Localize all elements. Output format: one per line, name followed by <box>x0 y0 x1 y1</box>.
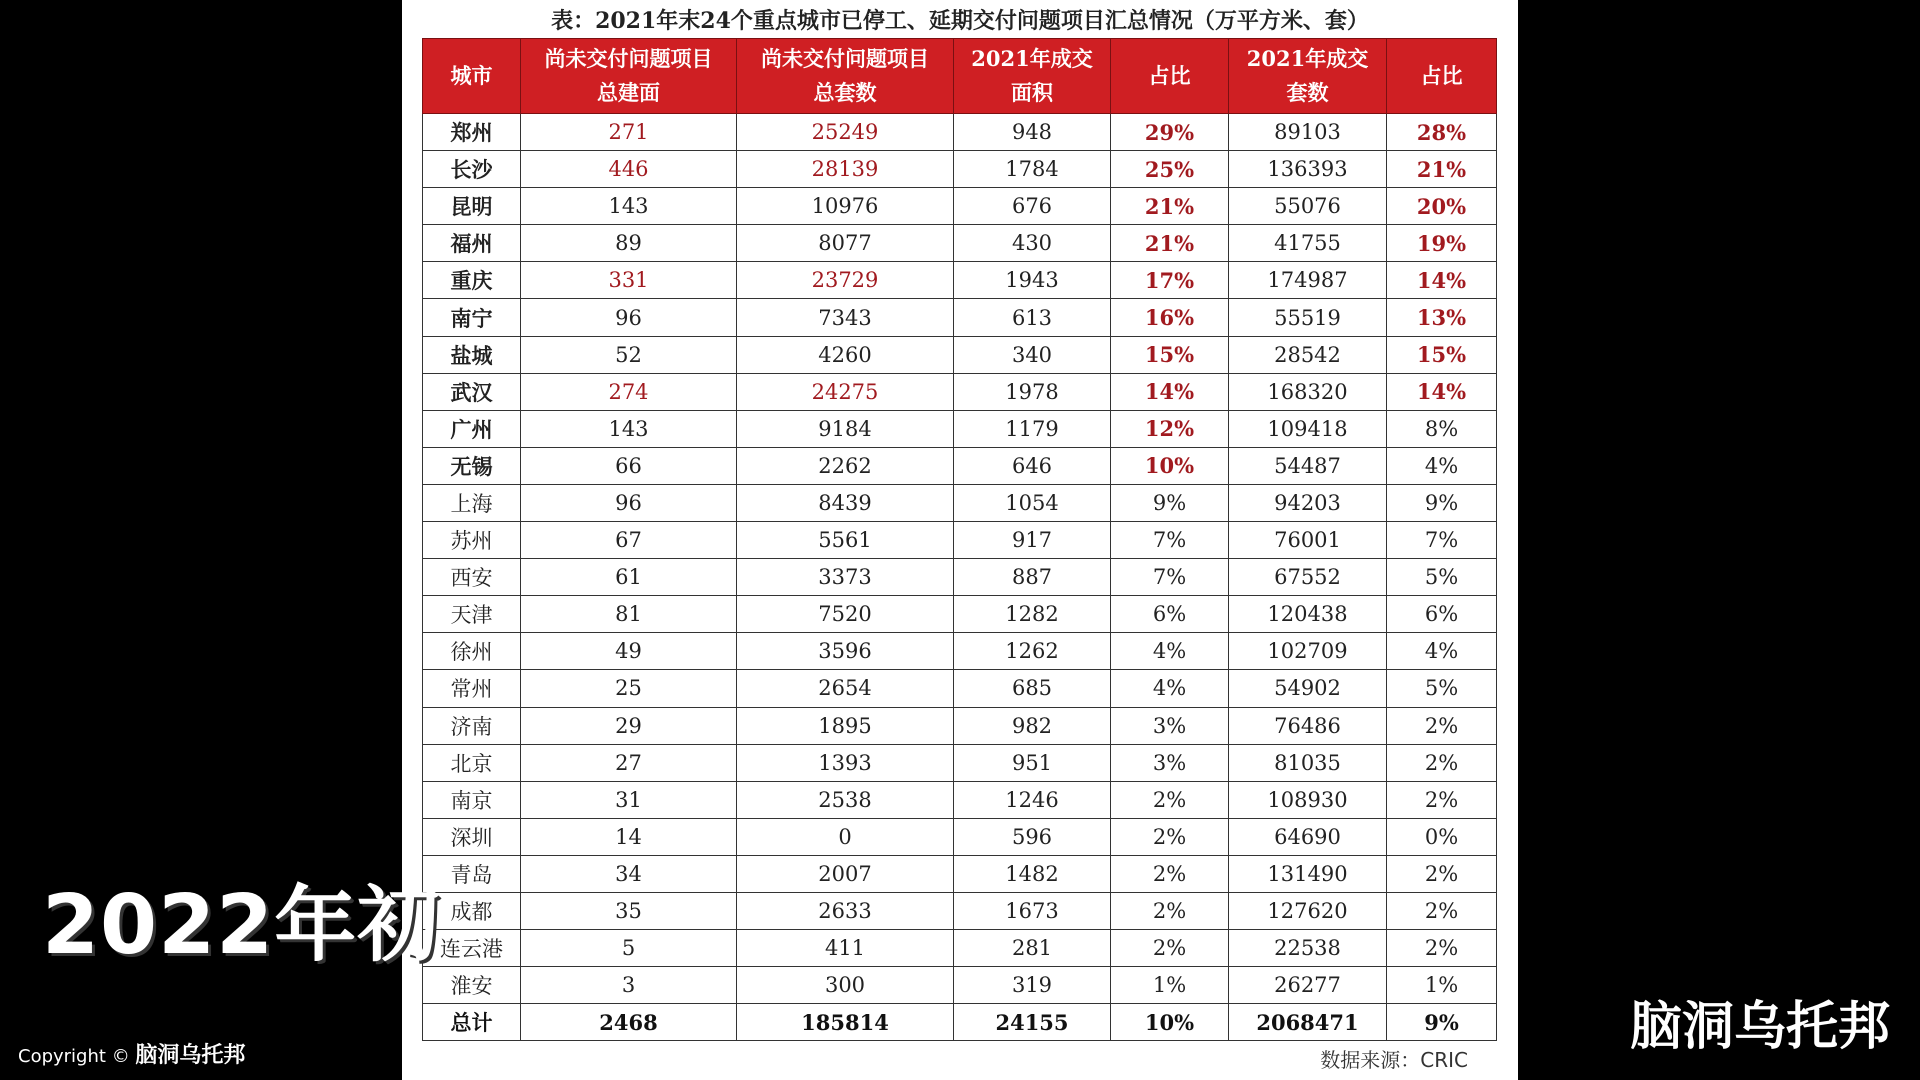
value-cell: 29 <box>521 707 737 744</box>
value-cell: 52 <box>521 336 737 373</box>
table-row <box>423 188 1497 225</box>
value-cell: 89103 <box>1229 114 1387 151</box>
value-cell: 15% <box>1387 336 1497 373</box>
value-cell: 96 <box>521 484 737 521</box>
value-cell: 5561 <box>737 522 954 559</box>
value-cell: 24155 <box>954 1004 1111 1041</box>
value-cell: 7343 <box>737 299 954 336</box>
overlay-year-caption: 2022年初 <box>42 878 441 973</box>
city-cell: 连云港 <box>423 930 521 967</box>
value-cell: 127620 <box>1229 892 1387 929</box>
value-cell: 1262 <box>954 633 1111 670</box>
value-cell: 25% <box>1111 151 1229 188</box>
table-row <box>423 596 1497 633</box>
value-cell: 2654 <box>737 670 954 707</box>
value-cell: 136393 <box>1229 151 1387 188</box>
value-cell: 55076 <box>1229 188 1387 225</box>
value-cell: 0 <box>737 818 954 855</box>
value-cell: 4260 <box>737 336 954 373</box>
document-page <box>402 0 1518 1080</box>
table-row <box>423 336 1497 373</box>
value-cell: 2% <box>1111 855 1229 892</box>
value-cell: 271 <box>521 114 737 151</box>
value-cell: 14% <box>1387 373 1497 410</box>
value-cell: 1054 <box>954 484 1111 521</box>
value-cell: 41755 <box>1229 225 1387 262</box>
value-cell: 274 <box>521 373 737 410</box>
value-cell: 13% <box>1387 299 1497 336</box>
value-cell: 7% <box>1111 522 1229 559</box>
value-cell: 2% <box>1387 707 1497 744</box>
value-cell: 54487 <box>1229 447 1387 484</box>
table-row <box>423 930 1497 967</box>
city-cell: 天津 <box>423 596 521 633</box>
table-row <box>423 299 1497 336</box>
copyright-label: Copyright <box>18 1046 106 1067</box>
table-row <box>423 633 1497 670</box>
table-row <box>423 484 1497 521</box>
value-cell: 2% <box>1111 818 1229 855</box>
city-cell: 郑州 <box>423 114 521 151</box>
value-cell: 21% <box>1111 225 1229 262</box>
value-cell: 102709 <box>1229 633 1387 670</box>
value-cell: 96 <box>521 299 737 336</box>
value-cell: 2% <box>1387 930 1497 967</box>
column-header: 城市 <box>423 39 521 114</box>
value-cell: 28% <box>1387 114 1497 151</box>
value-cell: 22538 <box>1229 930 1387 967</box>
value-cell: 1673 <box>954 892 1111 929</box>
table-row <box>423 707 1497 744</box>
value-cell: 7% <box>1387 522 1497 559</box>
value-cell: 120438 <box>1229 596 1387 633</box>
value-cell: 10% <box>1111 1004 1229 1041</box>
city-cell: 济南 <box>423 707 521 744</box>
city-cell: 北京 <box>423 744 521 781</box>
value-cell: 7520 <box>737 596 954 633</box>
value-cell: 4% <box>1387 633 1497 670</box>
value-cell: 2% <box>1387 781 1497 818</box>
value-cell: 64690 <box>1229 818 1387 855</box>
value-cell: 15% <box>1111 336 1229 373</box>
value-cell: 596 <box>954 818 1111 855</box>
city-cell: 深圳 <box>423 818 521 855</box>
value-cell: 917 <box>954 522 1111 559</box>
value-cell: 28542 <box>1229 336 1387 373</box>
city-cell: 青岛 <box>423 855 521 892</box>
value-cell: 9% <box>1387 484 1497 521</box>
data-table <box>422 38 1497 1041</box>
table-row <box>423 262 1497 299</box>
value-cell: 7% <box>1111 559 1229 596</box>
value-cell: 76001 <box>1229 522 1387 559</box>
value-cell: 300 <box>737 967 954 1004</box>
value-cell: 430 <box>954 225 1111 262</box>
value-cell: 109418 <box>1229 410 1387 447</box>
value-cell: 174987 <box>1229 262 1387 299</box>
value-cell: 20% <box>1387 188 1497 225</box>
value-cell: 9% <box>1111 484 1229 521</box>
table-row <box>423 373 1497 410</box>
value-cell: 0% <box>1387 818 1497 855</box>
table-row <box>423 559 1497 596</box>
value-cell: 2% <box>1111 781 1229 818</box>
value-cell: 446 <box>521 151 737 188</box>
city-cell: 无锡 <box>423 447 521 484</box>
table-row <box>423 151 1497 188</box>
value-cell: 27 <box>521 744 737 781</box>
copyright-notice <box>18 1038 245 1069</box>
value-cell: 21% <box>1111 188 1229 225</box>
table-row <box>423 114 1497 151</box>
table-row <box>423 522 1497 559</box>
value-cell: 81035 <box>1229 744 1387 781</box>
value-cell: 61 <box>521 559 737 596</box>
value-cell: 948 <box>954 114 1111 151</box>
value-cell: 14% <box>1387 262 1497 299</box>
city-cell: 总计 <box>423 1004 521 1041</box>
copyright-brand: 脑洞乌托邦 <box>135 1043 246 1068</box>
column-header: 2021年成交 套数 <box>1229 39 1387 114</box>
table-row <box>423 410 1497 447</box>
value-cell: 14% <box>1111 373 1229 410</box>
table-row <box>423 670 1497 707</box>
city-cell: 西安 <box>423 559 521 596</box>
value-cell: 4% <box>1111 633 1229 670</box>
value-cell: 54902 <box>1229 670 1387 707</box>
value-cell: 10% <box>1111 447 1229 484</box>
value-cell: 2633 <box>737 892 954 929</box>
table-container <box>422 38 1497 1041</box>
value-cell: 3 <box>521 967 737 1004</box>
value-cell: 143 <box>521 410 737 447</box>
value-cell: 14 <box>521 818 737 855</box>
value-cell: 2% <box>1387 855 1497 892</box>
value-cell: 76486 <box>1229 707 1387 744</box>
table-header <box>423 39 1497 114</box>
value-cell: 1% <box>1111 967 1229 1004</box>
value-cell: 2468 <box>521 1004 737 1041</box>
value-cell: 887 <box>954 559 1111 596</box>
value-cell: 1784 <box>954 151 1111 188</box>
value-cell: 1978 <box>954 373 1111 410</box>
value-cell: 21% <box>1387 151 1497 188</box>
value-cell: 25 <box>521 670 737 707</box>
value-cell: 8439 <box>737 484 954 521</box>
value-cell: 25249 <box>737 114 954 151</box>
value-cell: 9184 <box>737 410 954 447</box>
value-cell: 66 <box>521 447 737 484</box>
city-cell: 苏州 <box>423 522 521 559</box>
value-cell: 12% <box>1111 410 1229 447</box>
value-cell: 1895 <box>737 707 954 744</box>
value-cell: 23729 <box>737 262 954 299</box>
value-cell: 411 <box>737 930 954 967</box>
column-header: 尚未交付问题项目 总套数 <box>737 39 954 114</box>
value-cell: 168320 <box>1229 373 1387 410</box>
value-cell: 67552 <box>1229 559 1387 596</box>
value-cell: 67 <box>521 522 737 559</box>
value-cell: 26277 <box>1229 967 1387 1004</box>
value-cell: 55519 <box>1229 299 1387 336</box>
table-row <box>423 967 1497 1004</box>
city-cell: 南宁 <box>423 299 521 336</box>
value-cell: 5% <box>1387 670 1497 707</box>
value-cell: 3% <box>1111 707 1229 744</box>
value-cell: 1246 <box>954 781 1111 818</box>
value-cell: 1393 <box>737 744 954 781</box>
value-cell: 31 <box>521 781 737 818</box>
value-cell: 2% <box>1387 892 1497 929</box>
value-cell: 3373 <box>737 559 954 596</box>
table-row <box>423 818 1497 855</box>
value-cell: 94203 <box>1229 484 1387 521</box>
value-cell: 185814 <box>737 1004 954 1041</box>
column-header: 占比 <box>1387 39 1497 114</box>
city-cell: 广州 <box>423 410 521 447</box>
city-cell: 福州 <box>423 225 521 262</box>
value-cell: 685 <box>954 670 1111 707</box>
value-cell: 1943 <box>954 262 1111 299</box>
table-body <box>423 114 1497 1041</box>
value-cell: 676 <box>954 188 1111 225</box>
value-cell: 3% <box>1111 744 1229 781</box>
value-cell: 1179 <box>954 410 1111 447</box>
value-cell: 281 <box>954 930 1111 967</box>
value-cell: 2262 <box>737 447 954 484</box>
value-cell: 108930 <box>1229 781 1387 818</box>
city-cell: 武汉 <box>423 373 521 410</box>
value-cell: 9% <box>1387 1004 1497 1041</box>
value-cell: 34 <box>521 855 737 892</box>
city-cell: 盐城 <box>423 336 521 373</box>
value-cell: 19% <box>1387 225 1497 262</box>
value-cell: 6% <box>1387 596 1497 633</box>
value-cell: 8077 <box>737 225 954 262</box>
value-cell: 2007 <box>737 855 954 892</box>
table-row <box>423 892 1497 929</box>
value-cell: 28139 <box>737 151 954 188</box>
value-cell: 2068471 <box>1229 1004 1387 1041</box>
value-cell: 49 <box>521 633 737 670</box>
value-cell: 2% <box>1111 930 1229 967</box>
value-cell: 16% <box>1111 299 1229 336</box>
table-row <box>423 225 1497 262</box>
city-cell: 上海 <box>423 484 521 521</box>
value-cell: 81 <box>521 596 737 633</box>
city-cell: 长沙 <box>423 151 521 188</box>
column-header: 占比 <box>1111 39 1229 114</box>
value-cell: 17% <box>1111 262 1229 299</box>
value-cell: 951 <box>954 744 1111 781</box>
value-cell: 89 <box>521 225 737 262</box>
value-cell: 613 <box>954 299 1111 336</box>
copyright-icon: © <box>111 1046 130 1067</box>
value-cell: 10976 <box>737 188 954 225</box>
table-row <box>423 744 1497 781</box>
value-cell: 2% <box>1387 744 1497 781</box>
value-cell: 131490 <box>1229 855 1387 892</box>
value-cell: 1282 <box>954 596 1111 633</box>
value-cell: 319 <box>954 967 1111 1004</box>
column-header: 2021年成交 面积 <box>954 39 1111 114</box>
city-cell: 重庆 <box>423 262 521 299</box>
value-cell: 2% <box>1111 892 1229 929</box>
value-cell: 646 <box>954 447 1111 484</box>
table-row <box>423 447 1497 484</box>
city-cell: 淮安 <box>423 967 521 1004</box>
value-cell: 5% <box>1387 559 1497 596</box>
table-row <box>423 781 1497 818</box>
value-cell: 35 <box>521 892 737 929</box>
value-cell: 4% <box>1111 670 1229 707</box>
city-cell: 徐州 <box>423 633 521 670</box>
value-cell: 6% <box>1111 596 1229 633</box>
column-header: 尚未交付问题项目 总建面 <box>521 39 737 114</box>
value-cell: 24275 <box>737 373 954 410</box>
total-row <box>423 1004 1497 1041</box>
value-cell: 2538 <box>737 781 954 818</box>
city-cell: 昆明 <box>423 188 521 225</box>
value-cell: 982 <box>954 707 1111 744</box>
value-cell: 1% <box>1387 967 1497 1004</box>
city-cell: 南京 <box>423 781 521 818</box>
city-cell: 成都 <box>423 892 521 929</box>
value-cell: 8% <box>1387 410 1497 447</box>
value-cell: 3596 <box>737 633 954 670</box>
value-cell: 331 <box>521 262 737 299</box>
value-cell: 4% <box>1387 447 1497 484</box>
table-row <box>423 855 1497 892</box>
value-cell: 1482 <box>954 855 1111 892</box>
table-title: 表：2021年末24个重点城市已停工、延期交付问题项目汇总情况（万平方米、套） <box>551 8 1369 34</box>
channel-watermark: 脑洞乌托邦 <box>1629 997 1890 1057</box>
value-cell: 5 <box>521 930 737 967</box>
value-cell: 340 <box>954 336 1111 373</box>
value-cell: 29% <box>1111 114 1229 151</box>
city-cell: 常州 <box>423 670 521 707</box>
value-cell: 143 <box>521 188 737 225</box>
source-note: 数据来源：CRIC <box>1320 1048 1468 1072</box>
